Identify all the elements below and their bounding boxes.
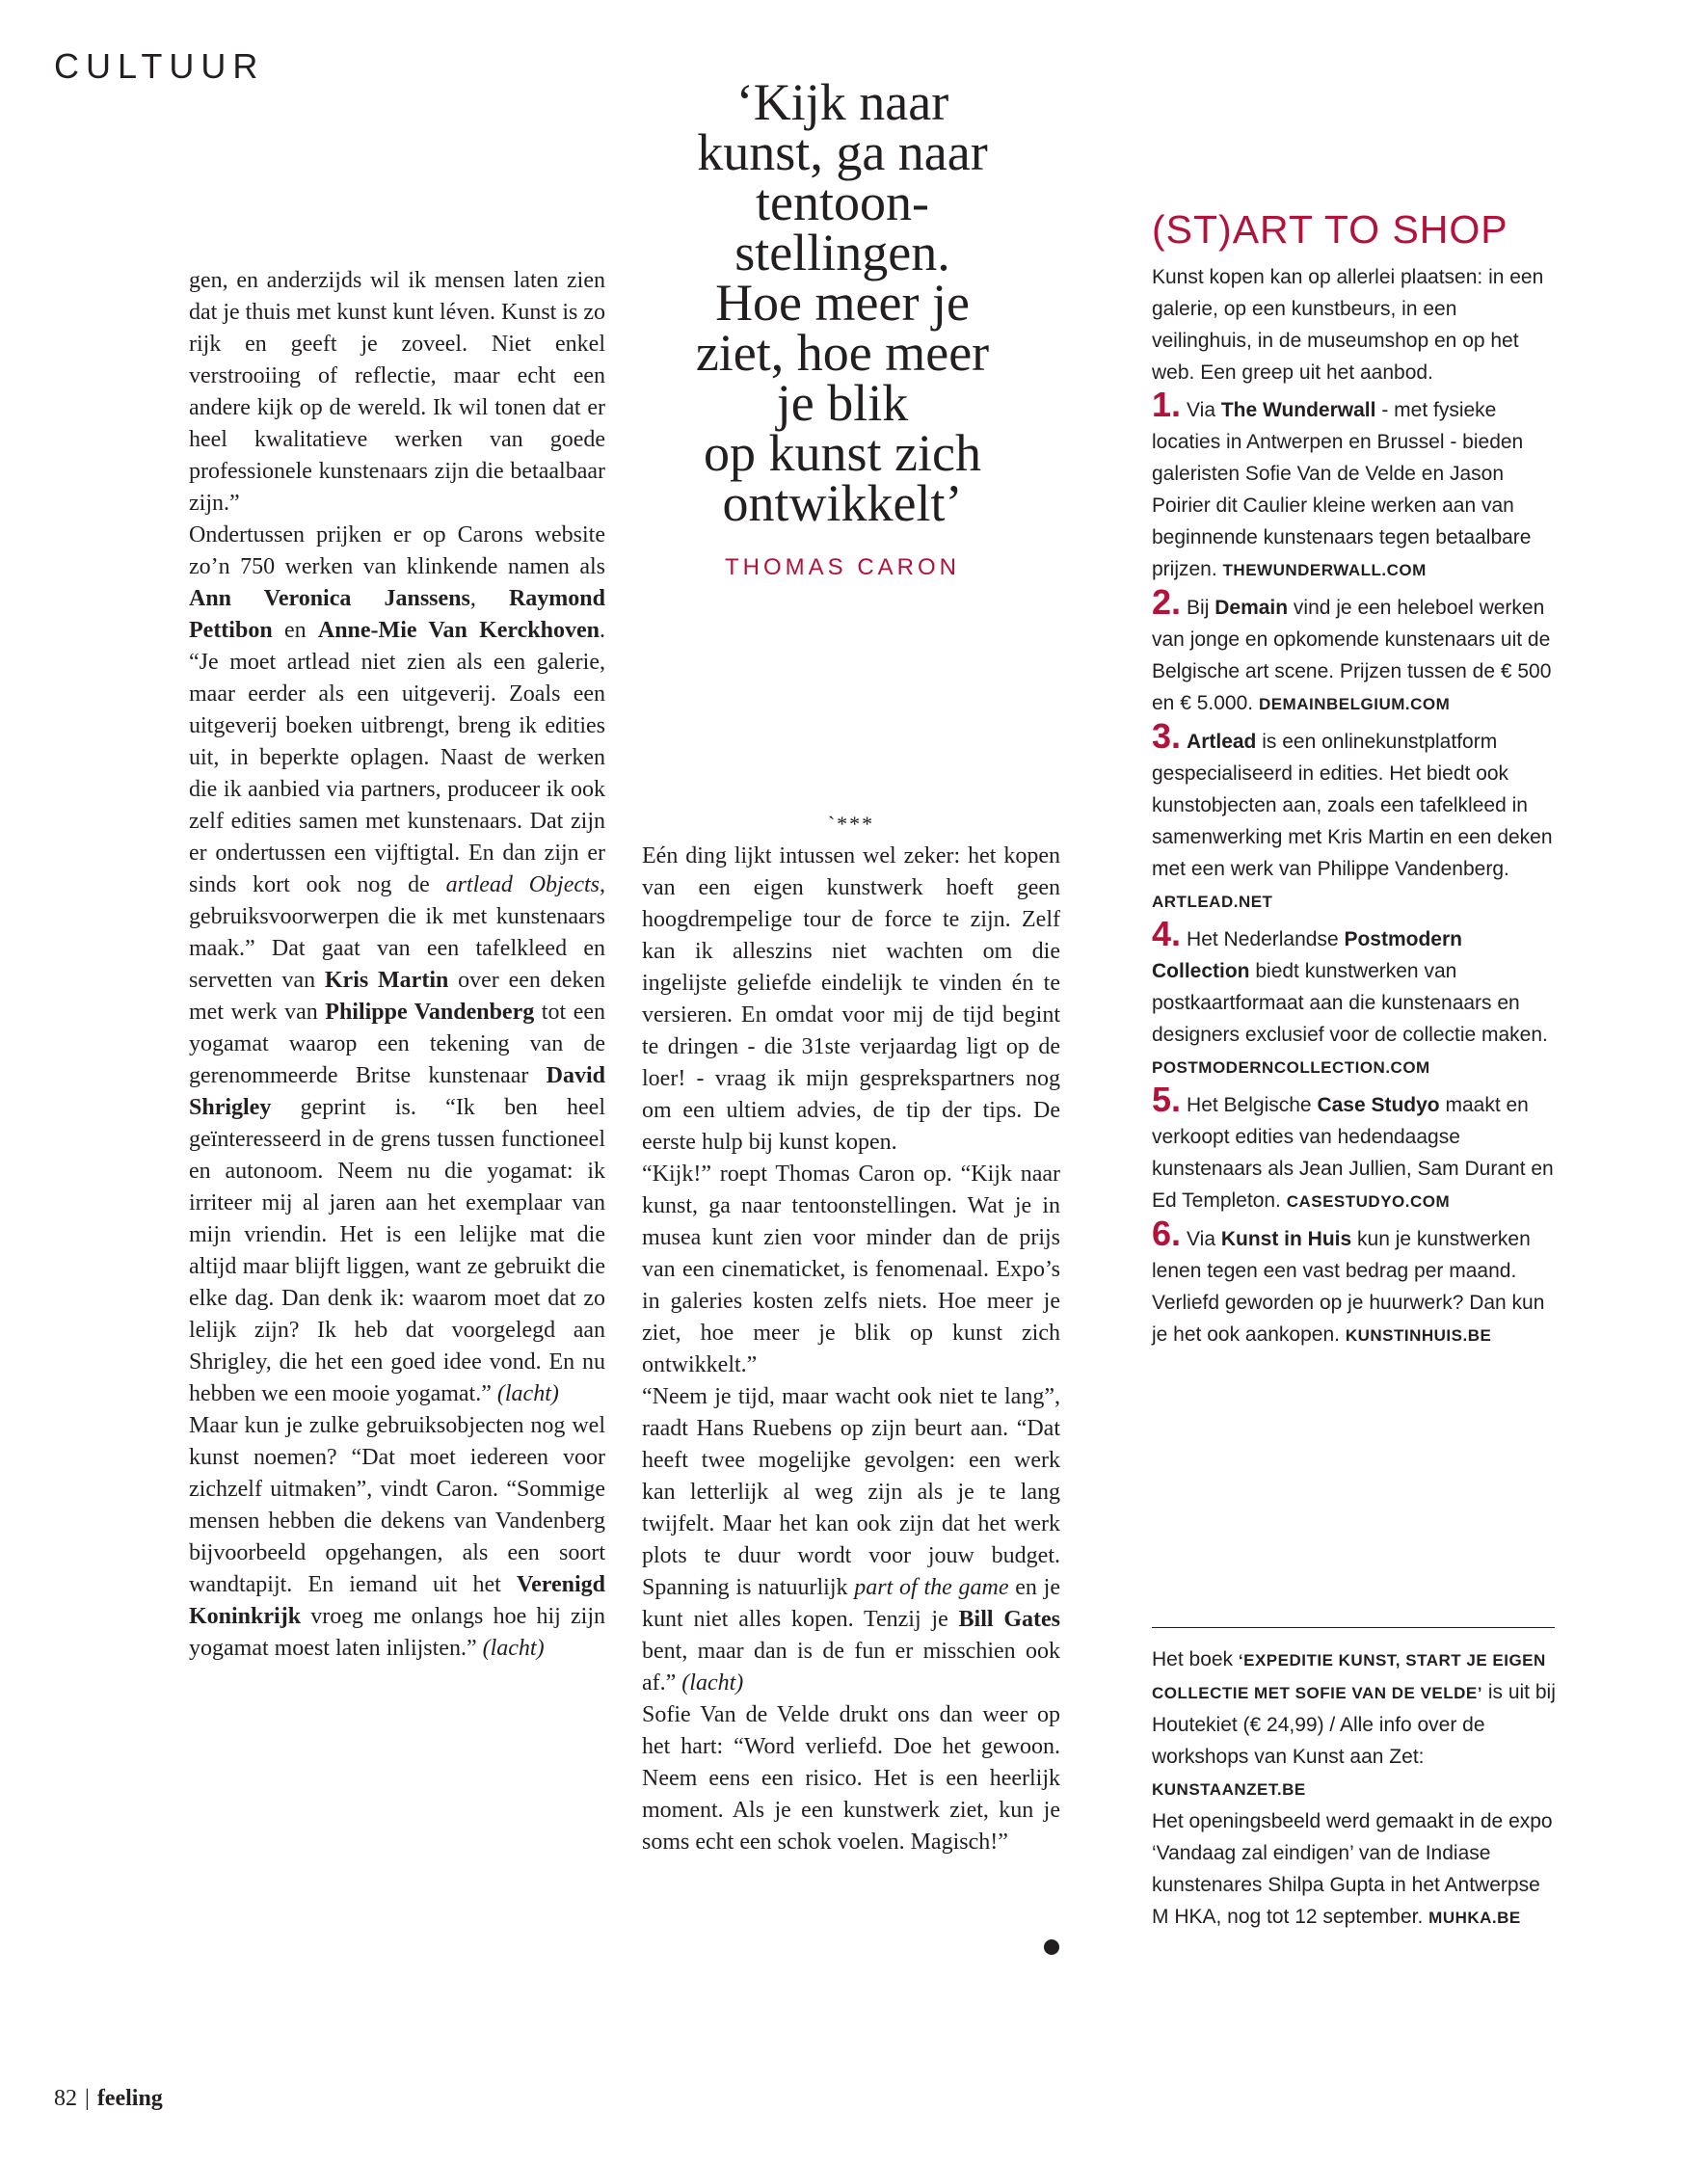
sidebar-shop (1152, 207, 1561, 1351)
pull-quote-line: op kunst zich (704, 424, 981, 482)
pull-quote-line: tentoon- (756, 174, 929, 231)
page-footer (54, 2086, 163, 2112)
article-column-left (189, 265, 605, 1665)
pull-quote (632, 73, 1053, 532)
pull-quote-line: stellingen. (734, 224, 950, 281)
pull-quote-line: Hoe meer je (715, 274, 970, 332)
italic-text: (lacht) (496, 1381, 559, 1406)
bold-name: Philippe Vandenberg (325, 1000, 535, 1025)
section-separator: `*** (827, 812, 875, 836)
website-link: THEWUNDERWALL.COM (1222, 561, 1427, 579)
website-link: ARTLEAD.NET (1152, 893, 1273, 911)
caps-text: KUNSTAANZET.BE (1152, 1780, 1306, 1799)
pull-quote-line: ziet, hoe meer (695, 324, 990, 382)
paragraph: Ondertussen prijken er op Carons website zo’n 750 werken van klinkende namen als Ann Veronica Janssens, Raymond Pettibon en Anne-Mie Van Kerckhoven. “Je moet artlead niet zien als een galerie, maar eerder als een uitgeverij. Zoals een uitgeverij boeken uitbrengt, breng ik edities uit, in beperkte oplagen. Naast de werken die ik aanbied via partners, produceer ik ook zelf edities samen met kunstenaars. Dat zijn er ondertussen een vijftigtal. En dan zijn er sinds kort ook nog de artlead Objects, gebruiksvoorwerpen die ik met kunstenaars maak.” Dat gaat van een tafelkleed en servetten van Kris Martin over een deken met werk van Philippe Vandenberg tot een yogamat waarop een tekening van de gerenommeerde Britse kunstenaar David Shrigley geprint is. “Ik ben heel geïnteresseerd in de grens tussen functioneel en autonoom. Neem nu die yogamat: ik irriteer mij al jaren aan het exemplaar van mijn vriendin. Het is een lelijke mat die altijd maar blijft liggen, want ze gebruikt die elke dag. Dan denk ik: waarom moet dat zo lelijk zijn? Ik heb dat voorgelegd aan Shrigley, die het een goed idee vond. En nu hebben we een mooie yogamat.” (lacht) (189, 522, 606, 1406)
paragraph: gen, en anderzijds wil ik mensen laten zien dat je thuis met kunst kunt léven. Kunst is zo rijk en geeft je zoveel. Niet enkel verstrooiing of reflectie, maar echt een andere kijk op de wereld. Ik wil tonen dat er heel kwalitatieve werken van goede professionele kunstenaars zijn die betaalbaar zijn.” (189, 268, 605, 516)
bold-name: Anne-Mie Van Kerckhoven (317, 618, 600, 643)
bold-name: Bill Gates (958, 1607, 1060, 1632)
shop-item: 2. Bij Demain vind je een heleboel werken van jonge en opkomende kunstenaars uit de Belgische art scene. Prijzen tussen de € 500 en € 5.000. DEMAINBELGIUM.COM (1152, 582, 1552, 714)
sidebar-footer (1152, 1643, 1561, 1934)
bold-name: Verenigd Koninkrijk (189, 1572, 605, 1629)
section-label: CULTUUR (54, 46, 265, 86)
shop-item-number: 3. (1152, 716, 1182, 756)
sidebar-rule (1152, 1627, 1555, 1628)
bold-name: Postmodern Collection (1152, 928, 1462, 982)
paragraph: Eén ding lijkt intussen wel zeker: het kopen van een eigen kunstwerk hoeft geen hoogdrempelige tour de force te zijn. Zelf kan ik alleszins niet wachten om die ingelijste geliefde eindelijk te vinden én te versieren. En omdat voor mij de tijd begint te dringen - die 31ste verjaardag ligt op de loer! - vraag ik mijn gesprekspartners nog om een ultiem advies, de tip der tips. De eerste hulp bij kunst kopen. (642, 843, 1060, 1155)
shop-item-number: 6. (1152, 1214, 1182, 1253)
shop-item: 3. Artlead is een onlinekunstplatform gespecialiseerd in edities. Het biedt ook kunstobjecten aan, zoals een tafelkleed in samenwerking met Kris Martin en een deken met een werk van Philippe Vandenberg. ARTLEAD.NET (1152, 716, 1553, 911)
pull-quote-line: ontwikkelt’ (722, 474, 963, 532)
website-link: KUNSTINHUIS.BE (1345, 1326, 1492, 1345)
caps-text: MUHKA.BE (1428, 1909, 1521, 1927)
website-link: DEMAINBELGIUM.COM (1258, 695, 1451, 713)
bold-name: The Wunderwall (1220, 399, 1376, 421)
shop-item-number: 5. (1152, 1080, 1182, 1119)
article-column-middle (642, 810, 1060, 1858)
paragraph: Maar kun je zulke gebruiksobjecten nog wel kunst noemen? “Dat moet iedereen voor zichzelf uitmaken”, vindt Caron. “Sommige mensen hebben die dekens van Vandenberg bijvoorbeeld opgehangen, als een soort wandtapijt. En iemand uit het Verenigd Koninkrijk vroeg me onlangs hoe hij zijn yogamat moest laten inlijsten.” (lacht) (189, 1413, 605, 1661)
shop-item-number: 2. (1152, 582, 1182, 622)
paragraph: “Kijk!” roept Thomas Caron op. “Kijk naar kunst, ga naar tentoonstellingen. Wat je in musea kunt zien voor minder dan de prijs van een cinematicket, is fenomenaal. Expo’s in galeries kosten zelfs niets. Hoe meer je ziet, hoe meer je blik op kunst zich ontwikkelt.” (642, 1162, 1060, 1377)
book-info: Het boek ‘EXPEDITIE KUNST, START JE EIGEN COLLECTIE MET SOFIE VAN DE VELDE’ is uit bij Houtekiet (€ 24,99) / Alle info over de workshops van Kunst aan Zet: KUNSTAANZET.BE (1152, 1648, 1556, 1799)
pull-quote-line: ‘Kijk naar (735, 73, 949, 131)
shop-item: 1. Via The Wunderwall - met fysieke locaties in Antwerpen en Brussel - bieden galeristen Sofie Van de Velde en Jason Poirier dit Caulier kleine werken aan van beginnende kunstenaars tegen betaalbare prijzen. THEWUNDERWALL.COM (1152, 385, 1532, 580)
pull-quote-line: je blik (776, 374, 909, 432)
pull-quote-line: kunst, ga naar (697, 123, 988, 181)
magazine-name: feeling (96, 2086, 163, 2111)
bold-name: Artlead (1187, 731, 1257, 753)
quote-author: THOMAS CARON (724, 554, 960, 580)
bold-name: Demain (1214, 597, 1289, 619)
italic-text: (lacht) (681, 1670, 744, 1696)
caps-text: ‘EXPEDITIE KUNST, START JE EIGEN COLLECTIE MET SOFIE VAN DE VELDE’ (1152, 1651, 1546, 1702)
shop-list (1152, 385, 1561, 1351)
bold-name: Ann Veronica Janssens (189, 586, 470, 611)
end-mark-icon (1044, 1939, 1059, 1955)
bold-name: Kris Martin (324, 968, 449, 993)
page-number: 82 (54, 2086, 77, 2111)
paragraph: “Neem je tijd, maar wacht ook niet te lang”, raadt Hans Ruebens op zijn beurt aan. “Dat heeft twee mogelijke gevolgen: een werk kan letterlijk al weg zijn als je te lang twijfelt. Maar het kan ook zijn dat het werk plots te duur wordt voor jouw budget. Spanning is natuurlijk part of the game en je kunt niet alles kopen. Tenzij je Bill Gates bent, maar dan is de fun er misschien ook af.” (lacht) (642, 1384, 1060, 1696)
image-credit: Het openingsbeeld werd gemaakt in de expo ‘Vandaag zal eindigen’ van de Indiase kunstenares Shilpa Gupta in het Antwerpse M HKA, nog tot 12 september. MUHKA.BE (1152, 1810, 1553, 1928)
website-link: POSTMODERNCOLLECTION.COM (1152, 1058, 1430, 1077)
bold-name: David Shrigley (189, 1063, 605, 1120)
shop-item: 6. Via Kunst in Huis kun je kunstwerken lenen tegen een vast bedrag per maand. Verliefd geworden op je huurwerk? Dan kun je het ook aankopen. KUNSTINHUIS.BE (1152, 1214, 1545, 1346)
italic-text: artlead Objects (445, 872, 600, 897)
bold-name: Raymond Pettibon (189, 586, 605, 643)
bold-name: Case Studyo (1317, 1094, 1440, 1116)
shop-item-number: 4. (1152, 914, 1182, 953)
shop-item: 4. Het Nederlandse Postmodern Collection biedt kunstwerken van postkaartformaat aan die kunstenaars en designers exclusief voor de collectie maken. POSTMODERNCOLLECTION.COM (1152, 914, 1548, 1077)
shop-item: 5. Het Belgische Case Studyo maakt en verkoopt edities van hedendaagse kunstenaars als Jean Jullien, Sam Durant en Ed Templeton. CASESTUDYO.COM (1152, 1080, 1554, 1212)
italic-text: part of the game (854, 1575, 1009, 1600)
paragraph: Sofie Van de Velde drukt ons dan weer op het hart: “Word verliefd. Doe het gewoon. Neem eens een risico. Het is een heerlijk moment. Als je een kunstwerk ziet, kun je soms echt een schok voelen. Magisch!” (642, 1702, 1060, 1855)
sidebar-title: (ST)ART TO SHOP (1152, 207, 1508, 252)
italic-text: (lacht) (482, 1636, 545, 1661)
shop-item-number: 1. (1152, 385, 1182, 424)
bold-name: Kunst in Huis (1220, 1228, 1352, 1250)
footer-separator: | (85, 2086, 90, 2111)
sidebar-intro: Kunst kopen kan op allerlei plaatsen: in een galerie, op een kunstbeurs, in een veilinghuis, in de museumshop en op het web. Een greep uit het aanbod. (1152, 266, 1544, 384)
website-link: CASESTUDYO.COM (1286, 1192, 1451, 1211)
